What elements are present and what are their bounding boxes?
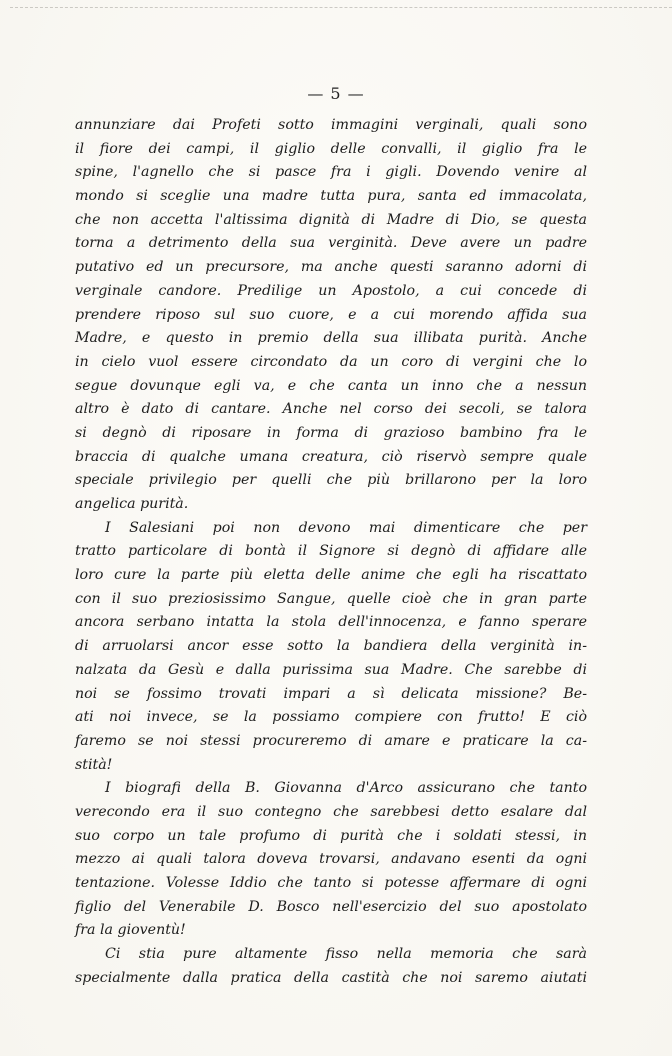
text-line: loro cure la parte più eletta delle anime che egli ha riscattato	[75, 567, 587, 584]
text-line: angelica purità.	[75, 496, 189, 512]
text-line: figlio del Venerabile D. Bosco nell'esercizio del suo apostolato	[75, 898, 587, 915]
text-line: noi se fossimo trovati impari a sì delicata missione? Be-	[75, 685, 587, 702]
text-line: altro è dato di cantare. Anche nel corso dei secoli, se talora	[75, 401, 587, 418]
text-line: specialmente dalla pratica della castità che noi saremo aiutati	[75, 969, 587, 986]
text-line: torna a detrimento della sua verginità. Deve avere un padre	[75, 235, 587, 252]
text-line: si degnò di riposare in forma di grazioso bambino fra le	[75, 424, 587, 441]
text-line: mondo si sceglie una madre tutta pura, santa ed immacolata,	[75, 188, 587, 205]
text-line: speciale privilegio per quelli che più brillarono per la loro	[75, 472, 587, 489]
text-line: Madre, e questo in premio della sua illibata purità. Anche	[75, 330, 587, 347]
text-line: con il suo preziosissimo Sangue, quelle cioè che in gran parte	[75, 590, 587, 607]
text-line: fra la gioventù!	[75, 922, 186, 939]
text-line: che non accetta l'altissima dignità di Madre di Dio, se questa	[75, 211, 587, 228]
text-line: ancora serbano intatta la stola dell'innocenza, e fanno sperare	[75, 614, 587, 631]
text-line: verecondo era il suo contegno che sarebbesi detto esalare dal	[75, 803, 587, 820]
text-line: nalzata da Gesù e dalla purissima sua Madre. Che sarebbe di	[75, 661, 587, 678]
text-line: I biografi della B. Giovanna d'Arco assicurano che tanto	[105, 780, 587, 797]
text-line: Ci stia pure altamente fisso nella memoria che sarà	[105, 946, 587, 963]
text-line: faremo se noi stessi procureremo di amare e praticare la ca-	[75, 732, 587, 749]
text-line: verginale candore. Predilige un Apostolo, a cui concede di	[75, 282, 587, 299]
text-line: putativo ed un precursore, ma anche questi saranno adorni di	[75, 259, 587, 276]
page-number: — 5 —	[307, 84, 365, 103]
text-line: ati noi invece, se la possiamo compiere con frutto! E ciò	[75, 709, 587, 726]
text-line: in cielo vuol essere circondato da un coro di vergini che lo	[75, 353, 587, 370]
text-line: il fiore dei campi, il giglio delle convalli, il giglio fra le	[75, 140, 587, 157]
text-line: I Salesiani poi non devono mai dimenticare che per	[105, 519, 587, 536]
text-line: stità!	[75, 756, 113, 773]
text-line: tentazione. Volesse Iddio che tanto si potesse affermare di ogni	[75, 875, 587, 891]
text-line: braccia di qualche umana creatura, ciò riservò sempre quale	[75, 448, 587, 465]
text-line: tratto particolare di bontà il Signore si degnò di affidare alle	[75, 543, 587, 560]
body-text	[75, 114, 587, 990]
text-line: mezzo ai quali talora doveva trovarsi, andavano esenti da ogni	[75, 851, 587, 868]
text-line: suo corpo un tale profumo di purità che i soldati stessi, in	[75, 827, 587, 844]
text-line: segue dovunque egli va, e che canta un inno che a nessun	[75, 377, 587, 394]
top-border-rule	[10, 7, 672, 8]
text-line: annunziare dai Profeti sotto immagini verginali, quali sono	[75, 117, 587, 133]
text-line: spine, l'agnello che si pasce fra i gigli. Dovendo venire al	[75, 164, 587, 181]
text-line: prendere riposo sul suo cuore, e a cui morendo affida sua	[75, 306, 587, 323]
text-line: di arruolarsi ancor esse sotto la bandiera della verginità in-	[75, 638, 587, 655]
